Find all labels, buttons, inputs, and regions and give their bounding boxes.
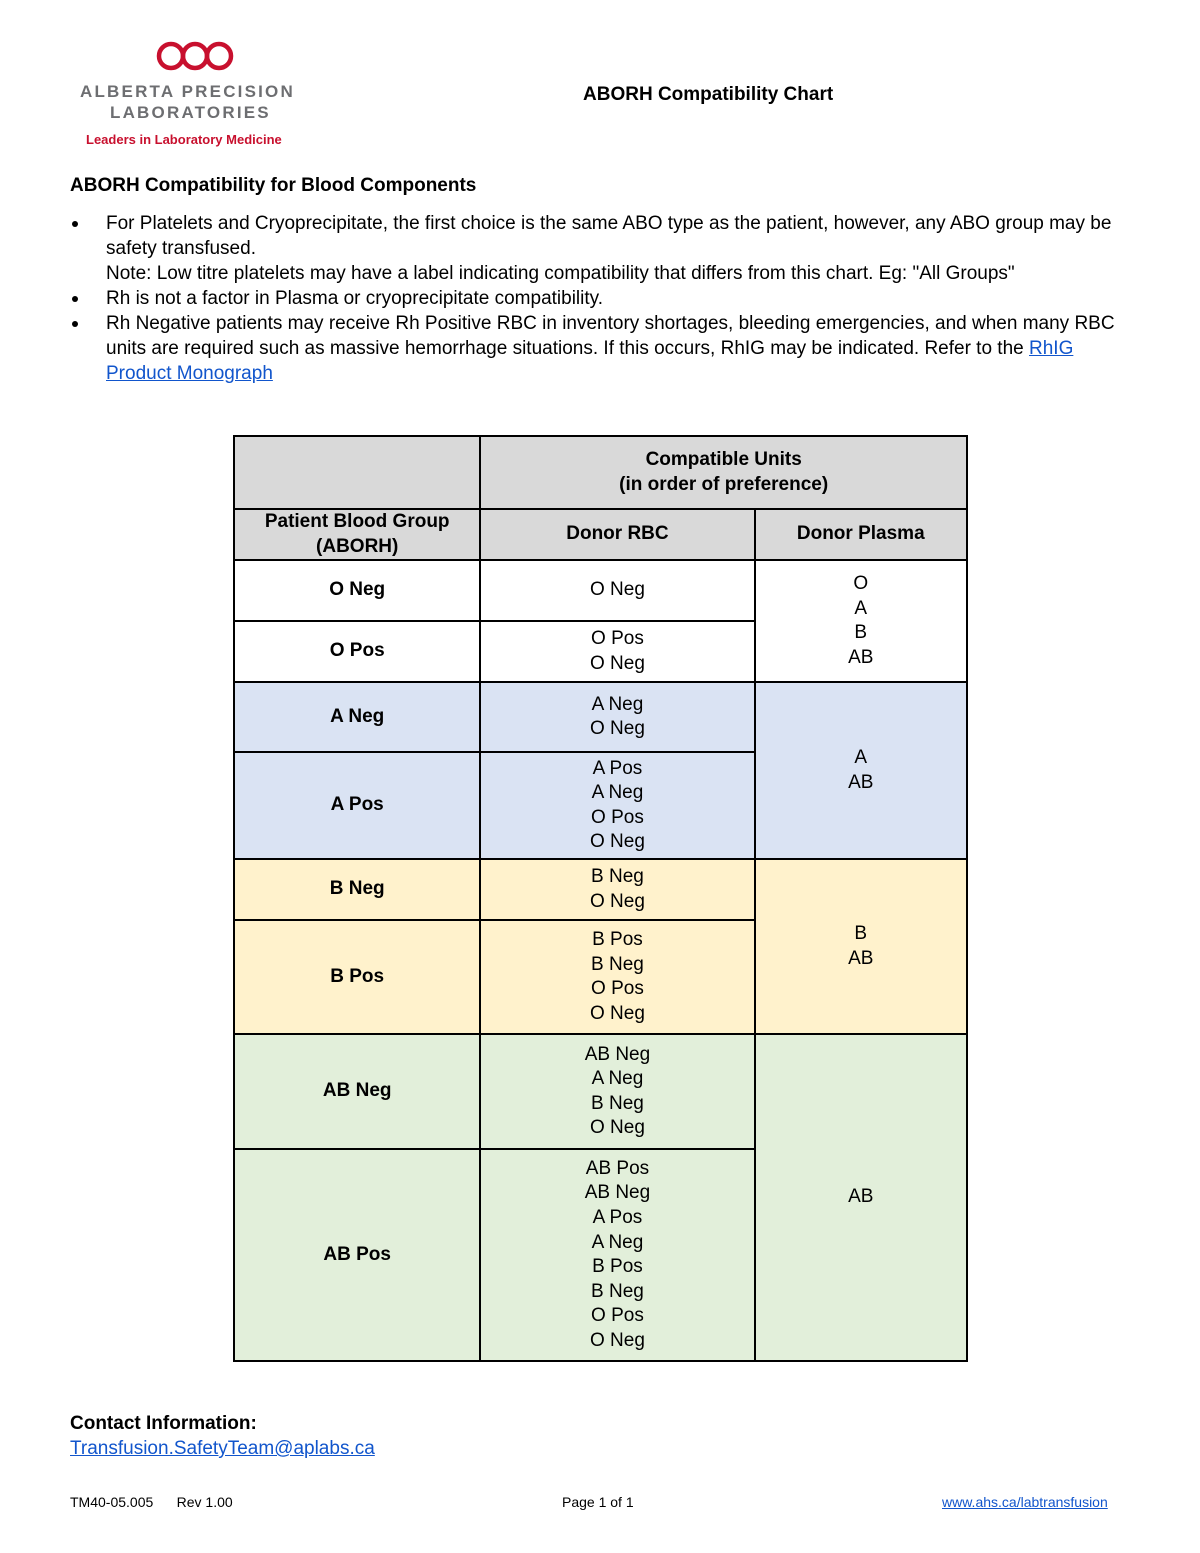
bullet-list [70, 211, 1130, 386]
footer-doc-id: TM40-05.005 [70, 1494, 154, 1510]
rbc-unit: B Neg [591, 953, 644, 975]
patient-cell: O Neg [234, 560, 480, 621]
plasma-unit: B [854, 622, 868, 644]
bullet-text: Rh Negative patients may receive Rh Positive RBC in inventory shortages, bleeding emergencies, and when many RBC units are required such as massive hemorrhage situations. If this occurs, RhIG may be indicated. Refer to the [106, 313, 1115, 359]
rbc-cell [480, 1034, 754, 1149]
bullet-note: Note: Low titre platelets may have a label indicating compatibility that differs from this chart. Eg: "All Groups" [106, 263, 1015, 284]
rbc-unit: O Pos [591, 628, 644, 650]
rbc-unit: AB Neg [584, 1182, 651, 1204]
plasma-unit: AB [848, 646, 874, 668]
header-patient-sub: (ABORH) [316, 535, 399, 557]
patient-cell: B Neg [234, 859, 480, 920]
rbc-unit: O Neg [589, 579, 645, 601]
rbc-unit: O Neg [589, 718, 645, 740]
header-blank-cell [234, 436, 480, 509]
rbc-unit: A Pos [592, 1207, 643, 1228]
table-row [234, 1034, 967, 1149]
bullet-text: For Platelets and Cryoprecipitate, the first choice is the same ABO type as the patient, however, any ABO group may be safety transfused. [106, 213, 1112, 259]
contact-email-link[interactable]: Transfusion.SafetyTeam@aplabs.ca [70, 1438, 375, 1459]
patient-cell: A Neg [234, 682, 480, 752]
rbc-unit: AB Pos [585, 1157, 650, 1179]
header-compatible-units-sub: (in order of preference) [619, 473, 829, 495]
rbc-unit: A Neg [591, 693, 644, 715]
rbc-unit: B Neg [591, 1280, 644, 1302]
bullet-item [70, 286, 1130, 311]
patient-cell: O Pos [234, 621, 480, 682]
table-subheader-row [234, 509, 967, 560]
table-header-row [234, 436, 967, 509]
rbc-unit: A Neg [591, 1068, 644, 1090]
header-compatible-units-label: Compatible Units [645, 448, 802, 470]
header-donor-plasma: Donor Plasma [755, 509, 967, 560]
section-heading: ABORH Compatibility for Blood Components [70, 175, 477, 196]
patient-cell: AB Neg [234, 1034, 480, 1149]
rhig-monograph-link[interactable]: RhIG Product Monograph [106, 338, 1074, 384]
logo-line-1: ALBERTA PRECISION [80, 82, 295, 101]
patient-cell: AB Pos [234, 1149, 480, 1361]
rbc-unit: B Pos [592, 929, 643, 950]
logo-rings-icon [156, 40, 234, 74]
plasma-unit: O [853, 573, 869, 594]
rbc-unit: A Pos [592, 757, 643, 779]
rbc-cell [480, 1149, 754, 1361]
rbc-unit: AB Neg [584, 1043, 651, 1065]
rbc-unit: O Neg [589, 1329, 645, 1351]
logo-line-2: LABORATORIES [110, 103, 271, 122]
rbc-cell [480, 682, 754, 752]
contact-label: Contact Information: [70, 1413, 257, 1434]
rbc-cell [480, 752, 754, 859]
rbc-cell [480, 560, 754, 621]
patient-cell: A Pos [234, 752, 480, 859]
footer-doc-info [70, 1494, 233, 1510]
bullet-item [70, 211, 1130, 286]
plasma-unit: AB [848, 947, 874, 969]
rbc-unit: O Neg [589, 890, 645, 912]
rbc-unit: A Neg [591, 782, 644, 804]
bullet-item [70, 311, 1130, 386]
rbc-unit: O Pos [591, 1305, 644, 1327]
rbc-unit: O Pos [591, 806, 644, 828]
rbc-cell [480, 859, 754, 920]
bullet-text: Rh is not a factor in Plasma or cryoprecipitate compatibility. [106, 288, 604, 309]
header-patient-blood-group [234, 509, 480, 560]
footer-url-block [942, 1494, 1108, 1510]
plasma-unit: AB [848, 1186, 874, 1208]
table-row [234, 560, 967, 621]
rbc-unit: B Neg [591, 866, 644, 888]
header-patient-label: Patient Blood Group [264, 511, 450, 532]
plasma-unit: A [854, 597, 868, 619]
rbc-unit: O Neg [589, 831, 645, 853]
rbc-unit: B Neg [591, 1092, 644, 1114]
footer-url-link[interactable]: www.ahs.ca/labtransfusion [942, 1494, 1108, 1510]
footer-rev: Rev 1.00 [176, 1494, 233, 1510]
page-title: ABORH Compatibility Chart [583, 84, 834, 105]
rbc-unit: O Pos [591, 978, 644, 1000]
plasma-cell [755, 1034, 967, 1361]
header-compatible-units [480, 436, 967, 509]
header-donor-rbc: Donor RBC [480, 509, 754, 560]
plasma-cell [755, 859, 967, 1034]
footer-page-number: Page 1 of 1 [562, 1494, 634, 1510]
logo-tagline: Leaders in Laboratory Medicine [86, 132, 282, 147]
rbc-cell [480, 920, 754, 1034]
compatibility-table [233, 435, 968, 1362]
rbc-unit: B Pos [592, 1256, 643, 1278]
patient-cell: B Pos [234, 920, 480, 1034]
rbc-unit: O Neg [589, 1117, 645, 1139]
table-row [234, 859, 967, 920]
plasma-unit: A [854, 747, 868, 769]
plasma-unit: B [854, 923, 868, 945]
rbc-unit: O Neg [589, 1002, 645, 1024]
contact-email-block [70, 1438, 375, 1460]
table-row [234, 682, 967, 752]
plasma-cell [755, 682, 967, 859]
rbc-unit: O Neg [589, 652, 645, 674]
rbc-unit: A Neg [591, 1231, 644, 1253]
plasma-unit: AB [848, 771, 874, 793]
rbc-cell [480, 621, 754, 682]
plasma-cell [755, 560, 967, 682]
